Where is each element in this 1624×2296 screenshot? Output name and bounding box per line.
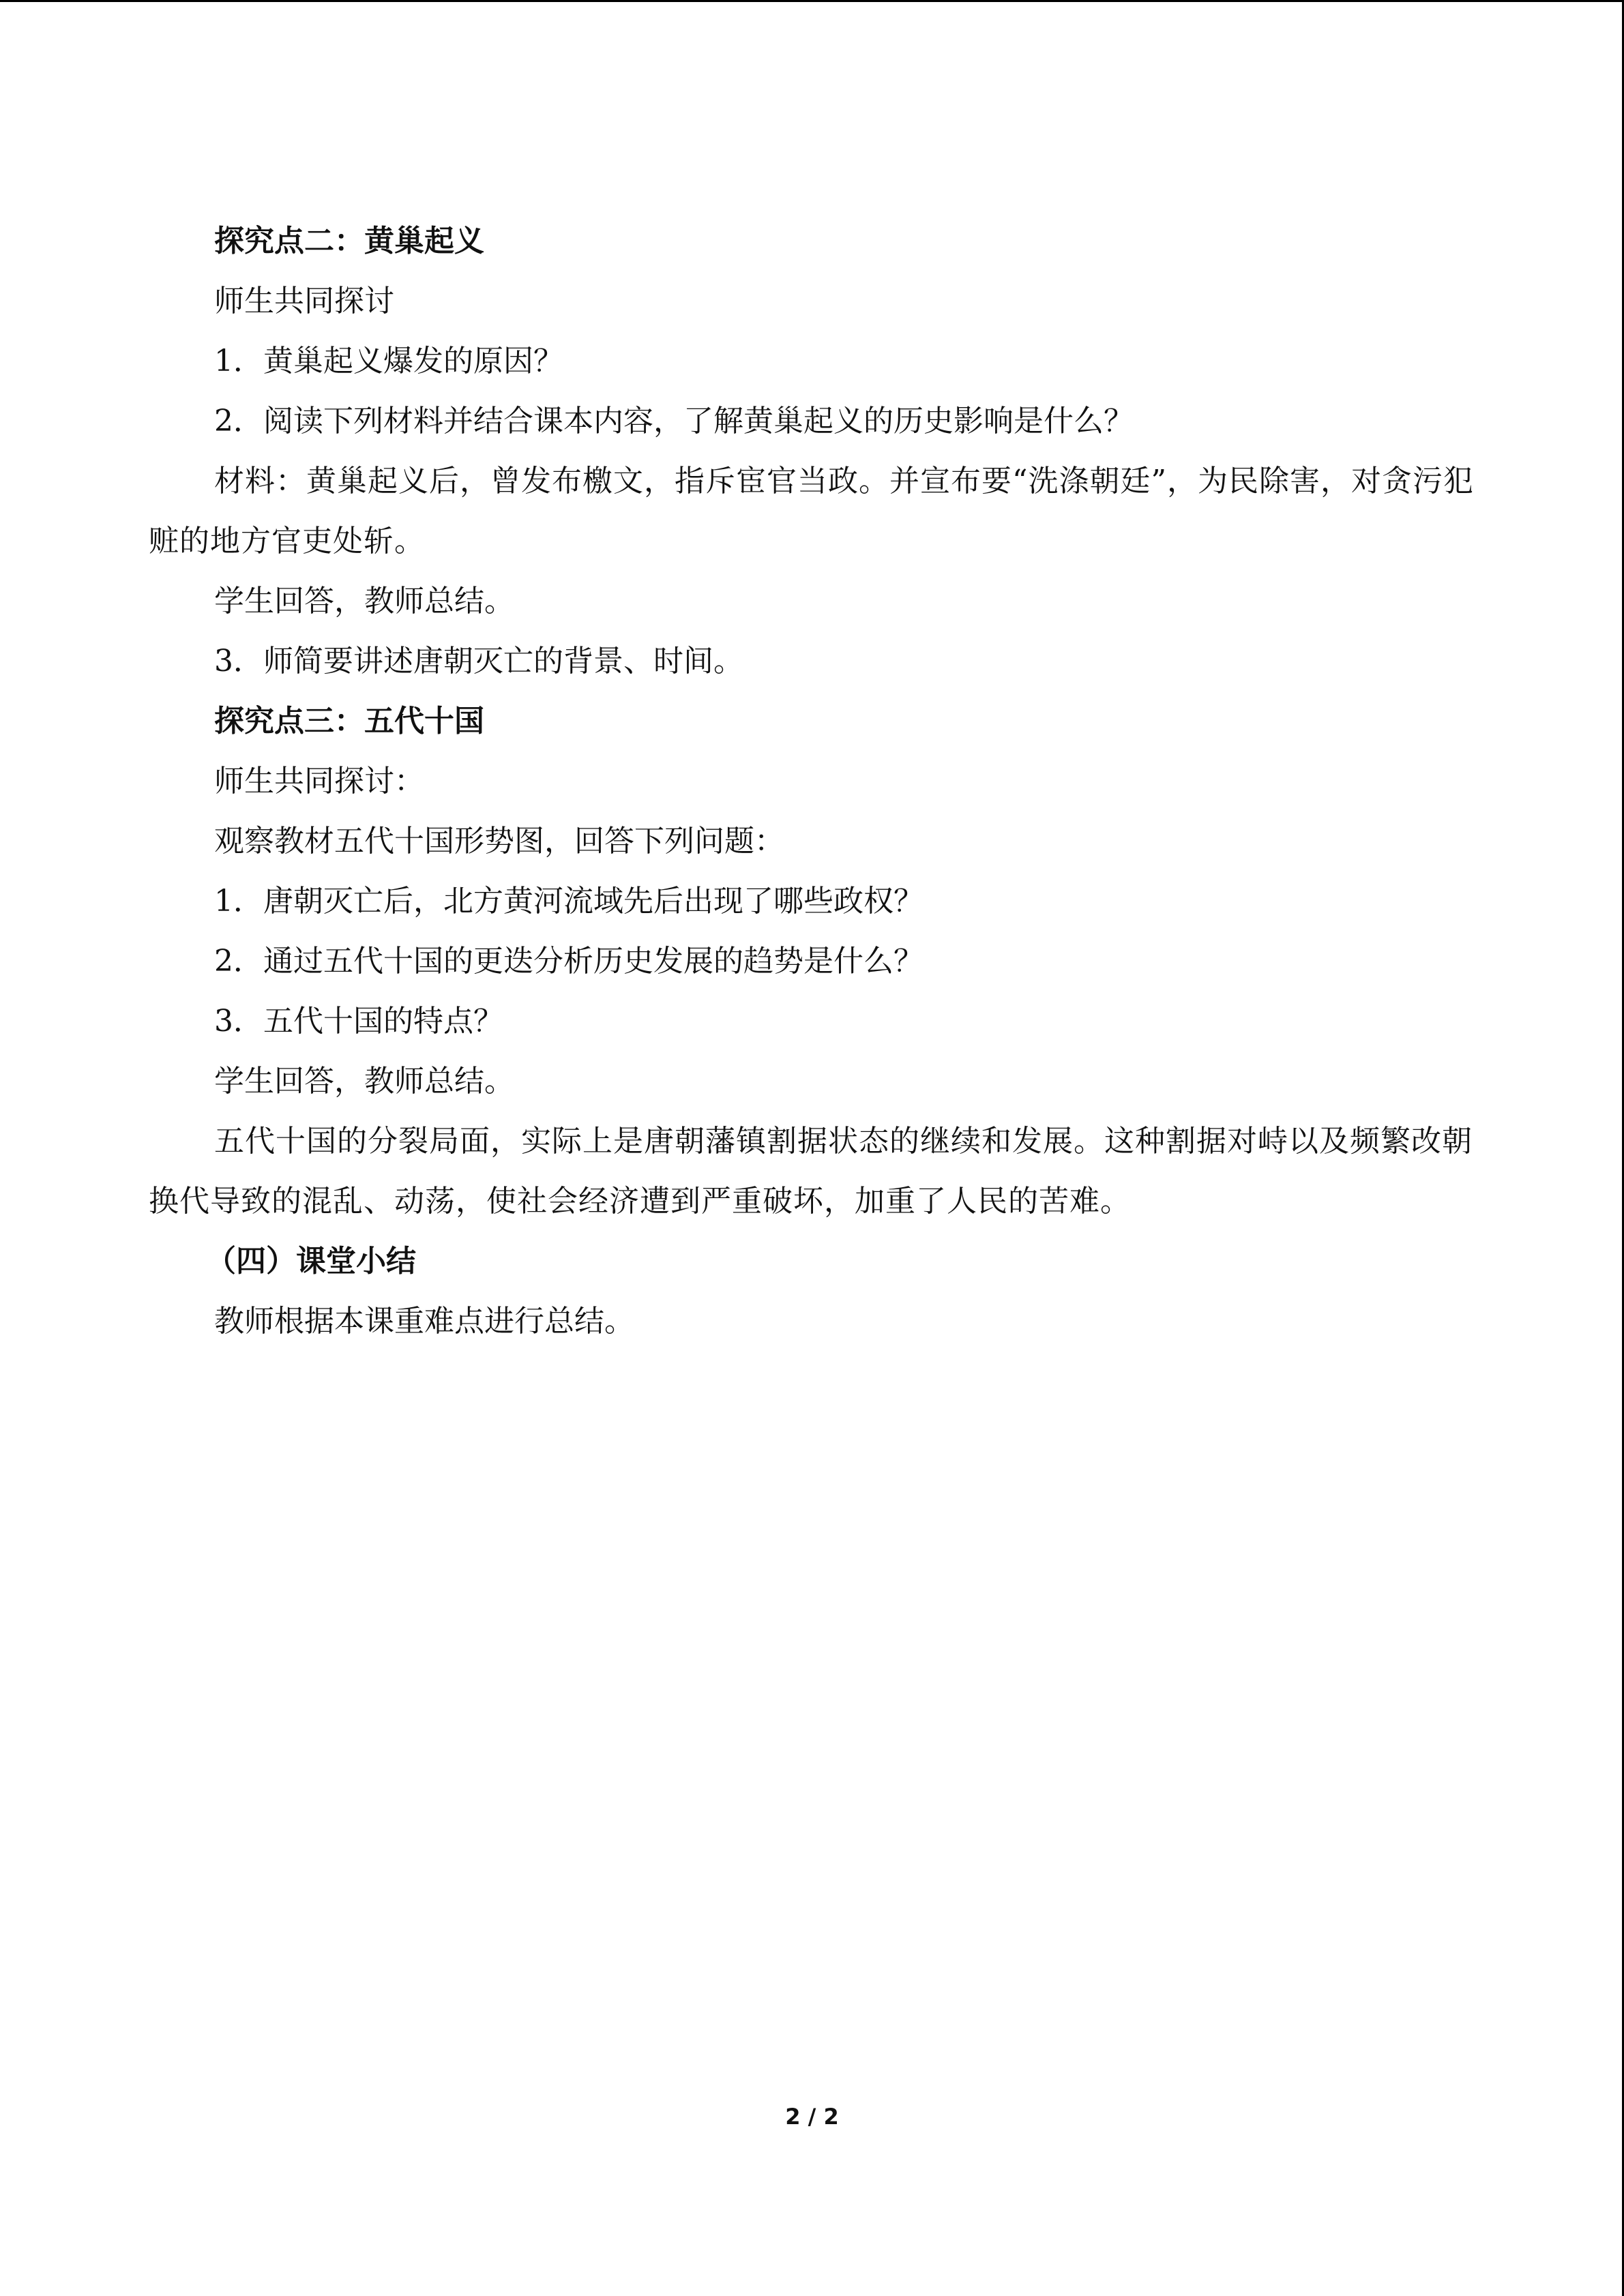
question-2: 2．通过五代十国的更迭分析历史发展的趋势是什么？: [214, 944, 924, 979]
section-heading-huangchao: 探究点二：黄巢起义: [214, 224, 484, 258]
material-paragraph: 材料：黄巢起义后，曾发布檄文，指斥宦官当政。并宣布要“洗涤朝廷”，为民除害，对贪污犯赃的地方官吏处斩。: [149, 464, 1474, 558]
question-1: 1．黄巢起义爆发的原因？: [214, 344, 563, 378]
map-instruction: 观察教材五代十国形势图，回答下列问题：: [214, 824, 784, 859]
section-heading-class-summary: （四）课堂小结: [206, 1244, 416, 1279]
summary-paragraph: 五代十国的分裂局面，实际上是唐朝藩镇割据状态的继续和发展。这种割据对峙以及频繁改朝换代导致的混乱、动荡，使社会经济遭到严重破坏，加重了人民的苦难。: [149, 1124, 1473, 1219]
section-heading-five-dynasties: 探究点三：五代十国: [214, 704, 484, 739]
discussion-label: 师生共同探讨: [214, 284, 394, 318]
answer-summary-line: 学生回答，教师总结。: [214, 584, 514, 618]
class-summary-text: 教师根据本课重难点进行总结。: [214, 1304, 634, 1339]
question-1: 1．唐朝灭亡后，北方黄河流域先后出现了哪些政权？: [214, 884, 924, 919]
question-2: 2．阅读下列材料并结合课本内容，了解黄巢起义的历史影响是什么？: [214, 404, 1134, 438]
question-3: 3．师简要讲述唐朝灭亡的背景、时间。: [214, 644, 743, 679]
discussion-label: 师生共同探讨：: [214, 764, 424, 799]
page-number: 2 / 2: [785, 2104, 839, 2130]
question-3: 3．五代十国的特点？: [214, 1004, 503, 1039]
answer-summary-line: 学生回答，教师总结。: [214, 1064, 514, 1099]
document-body: [149, 211, 1479, 1352]
